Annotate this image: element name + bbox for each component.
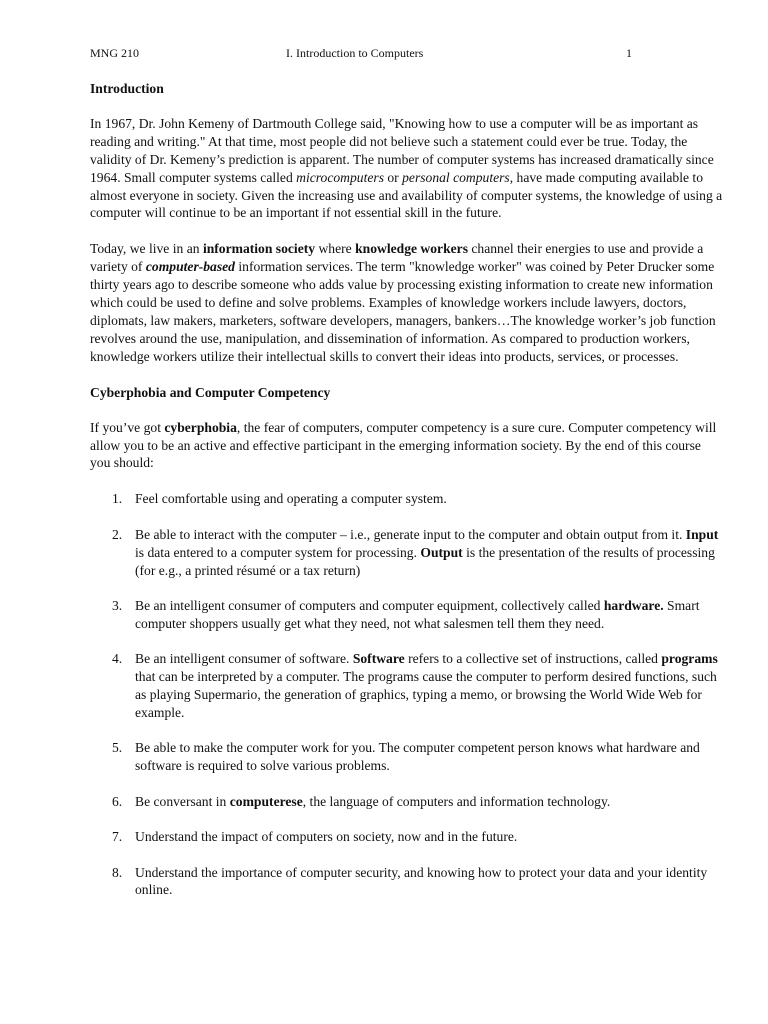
term-software: Software (352, 651, 405, 667)
list-text: , the language of computers and information technology. (302, 793, 611, 809)
list-item (90, 793, 724, 811)
text-run: where (315, 241, 356, 257)
list-number: 4. (112, 651, 123, 667)
page-number: 1 (626, 46, 632, 60)
list-item (90, 490, 724, 508)
list-text: Be able to interact with the computer – i.e., generate input to the computer and obtain output from it. (135, 526, 686, 542)
text-run: information services. The term "knowledge worker" was coined by Peter Drucker some thirty years ago to describe someone who adds value by processing existing information to create new information which could be used to define and solve problems. Examples of knowledge workers include lawyers, doctors, diplomats, law makers, marketers, software developers, managers, bankers…The knowledge worker’s job function revolves around the use, manipulation, and dissemination of information. As compared to production workers, knowledge workers utilize their intellectual skills to convert their ideas into products, services, or processes. (90, 259, 716, 364)
list-item (90, 597, 724, 633)
introduction-heading: Introduction (90, 81, 164, 96)
list-text: Be an intelligent consumer of software. (135, 651, 353, 667)
list-number: 2. (112, 526, 123, 542)
cyberphobia-heading: Cyberphobia and Computer Competency (90, 384, 331, 400)
chapter-title: I. Introduction to Computers (286, 46, 424, 60)
text-run: Today, we live in an (90, 241, 203, 257)
text-run: If you’ve got (90, 419, 165, 435)
text-run: , have made computing available to almost everyone in society. Given the increasing use and availability of computer systems, the knowledge of using a computer will continue to be an important if not essential skill in the future. (90, 169, 723, 221)
list-number: 6. (112, 793, 123, 809)
course-code: MNG 210 (90, 46, 140, 60)
list-text: Smart computer shoppers usually get what they need, not what salesmen tell them they need. (135, 597, 700, 631)
list-text: is data entered to a computer system for processing. (135, 544, 421, 560)
term-output: Output (420, 544, 463, 560)
list-text: is the presentation of the results of processing (for e.g., a printed résumé or a tax return) (135, 544, 715, 578)
intro-paragraph-2 (90, 240, 724, 365)
term-programs: programs (661, 651, 718, 667)
list-item (90, 828, 724, 846)
list-number: 1. (112, 491, 123, 507)
list-item (90, 864, 724, 900)
list-item (90, 739, 724, 775)
page-header (90, 44, 724, 62)
list-text: refers to a collective set of instructions, called (404, 651, 662, 667)
list-number: 7. (112, 829, 123, 845)
intro-paragraph-1 (90, 115, 724, 222)
term-computer-based: computer-based (145, 259, 235, 275)
term-information-society: information society (202, 241, 316, 257)
text-run: or (383, 169, 403, 185)
list-number: 8. (112, 864, 123, 880)
list-number: 3. (112, 597, 123, 613)
list-item (90, 650, 724, 722)
document-page (90, 44, 724, 917)
list-text: Feel comfortable using and operating a computer system. (135, 491, 447, 507)
text-run: channel their energies to use and provide a variety of (90, 241, 704, 275)
list-number: 5. (112, 740, 123, 756)
list-text: Be conversant in (135, 793, 230, 809)
term-computerese: computerese (229, 793, 303, 809)
term-microcomputers: microcomputers (296, 169, 384, 185)
list-text: that can be interpreted by a computer. The programs cause the computer to perform desired functions, such as playing Supermario, the generation of graphics, typing a memo, or browsing the World Wide Web for example. (135, 669, 717, 720)
term-knowledge-workers: knowledge workers (355, 241, 468, 257)
cyberphobia-paragraph (90, 419, 724, 473)
list-text: Be an intelligent consumer of computers and computer equipment, collectively called (135, 597, 604, 613)
term-personal-computers: personal computers (402, 169, 510, 185)
list-text: Understand the importance of computer security, and knowing how to protect your data and your identity online. (135, 864, 708, 898)
text-run: , the fear of computers, computer competency is a sure cure. Computer competency will allow you to be an active and effective participant in the emerging information society. By the end of this course you should: (90, 419, 717, 471)
list-item (90, 526, 724, 580)
term-input: Input (685, 526, 719, 542)
term-hardware: hardware. (603, 597, 664, 613)
list-text: Be able to make the computer work for you. The computer competent person knows what hardware and software is required to solve various problems. (135, 740, 700, 774)
competency-list (90, 490, 724, 899)
term-cyberphobia: cyberphobia (164, 419, 237, 435)
text-run: In 1967, Dr. John Kemeny of Dartmouth College said, "Knowing how to use a computer will be as important as reading and writing." At that time, most people did not believe such a statement could ever be true. Today, the validity of Dr. Kemeny’s prediction is apparent. The number of computer systems has increased dramatically since 1964. Small computer systems called (90, 115, 714, 185)
list-text: Understand the impact of computers on society, now and in the future. (135, 829, 518, 845)
